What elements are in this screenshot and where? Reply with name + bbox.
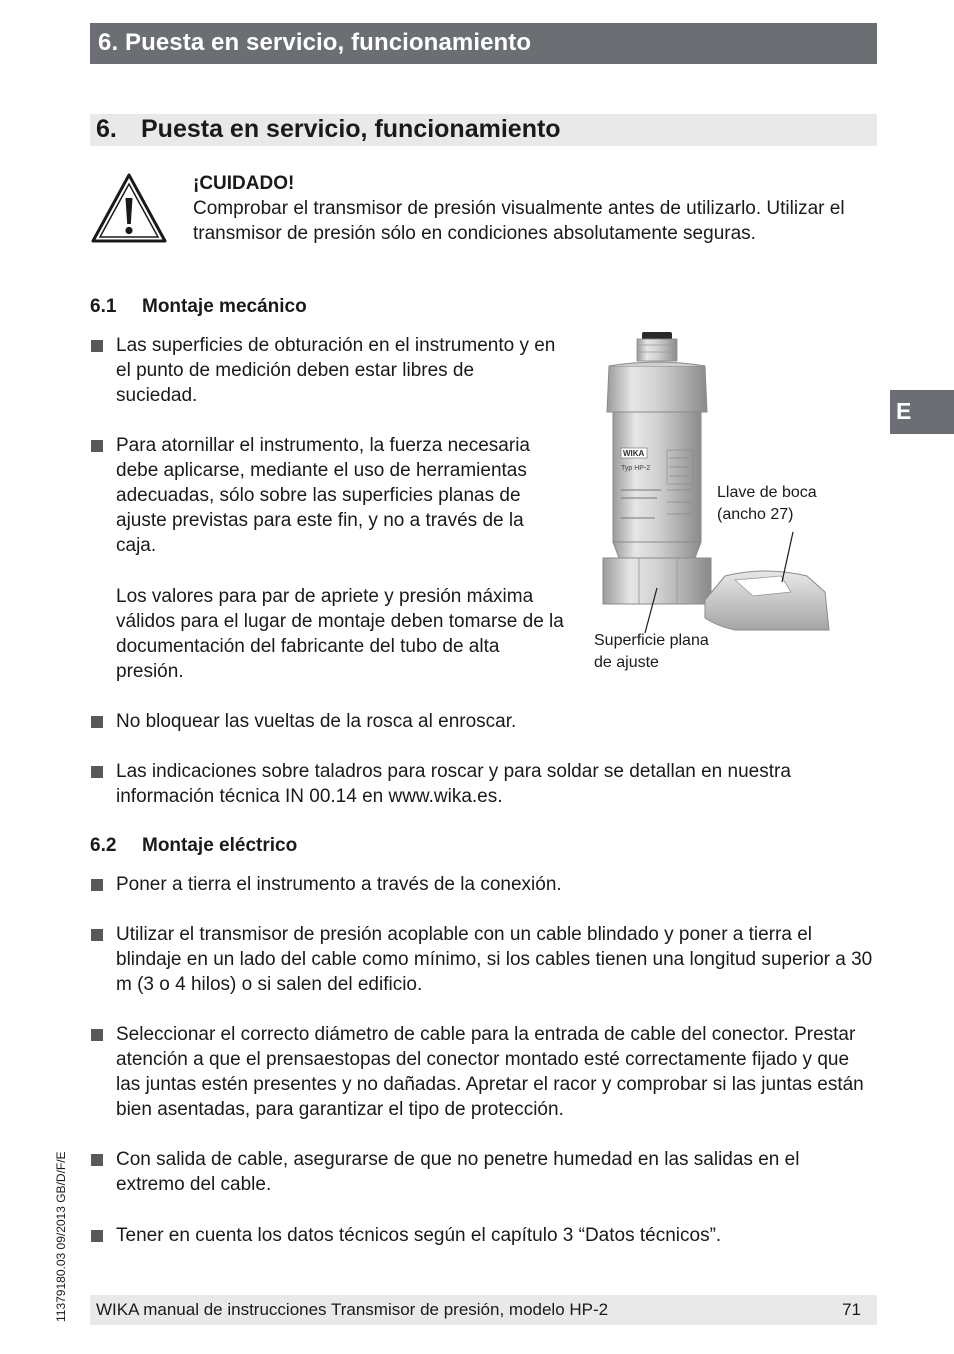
bullet-square-icon (91, 440, 103, 452)
bullet-square-icon (91, 340, 103, 352)
subsection-number: 6.1 (90, 296, 117, 317)
bullet-square-icon (91, 1029, 103, 1041)
bullet-square-icon (91, 716, 103, 728)
language-tab[interactable] (890, 390, 954, 434)
subsection-number: 6.2 (90, 835, 117, 856)
bullet-square-icon (91, 929, 103, 941)
subsection-title: Montaje mecánico (142, 296, 307, 317)
page-footer (90, 1295, 877, 1325)
chapter-header-title: 6. Puesta en servicio, funcionamiento (98, 29, 532, 56)
bullet-square-icon (91, 879, 103, 891)
transmitter-figure (585, 330, 835, 680)
bullet-square-icon (91, 1154, 103, 1166)
bullet-square-icon (91, 1230, 103, 1242)
caution-heading: ¡CUIDADO! (193, 173, 295, 194)
wrench-label: Llave de boca (ancho 27) (717, 484, 817, 523)
type-label: Typ HP-2 (621, 465, 651, 472)
document-code: 11379180.03 09/2013 GB/D/F/E (54, 1151, 68, 1322)
page-number: 71 (842, 1300, 861, 1319)
chapter-header-bar (90, 23, 877, 64)
language-tab-label: E (896, 398, 912, 424)
subsection-title: Montaje eléctrico (142, 835, 298, 856)
section-title: Puesta en servicio, funcionamiento (141, 115, 561, 143)
flat-surface-label: Superficie plana de ajuste (594, 632, 709, 671)
bullet-square-icon (91, 766, 103, 778)
caution-block (193, 171, 853, 246)
footer-text: WIKA manual de instrucciones Transmisor de presión, modelo HP-2 (96, 1300, 609, 1319)
brand-label: WIKA (623, 449, 645, 458)
paragraph: Los valores para par de apriete y presión máxima válidos para el lugar de montaje deben tomarse de la documentación del fabricante del tubo de alta presión. (116, 586, 564, 682)
section-heading (90, 114, 877, 146)
caution-text: Comprobar el transmisor de presión visualmente antes de utilizarlo. Utilizar el transmisor de presión sólo en condiciones absolutamente seguras. (193, 198, 845, 244)
warning-triangle-icon (90, 172, 168, 244)
section-number: 6. (96, 115, 117, 143)
